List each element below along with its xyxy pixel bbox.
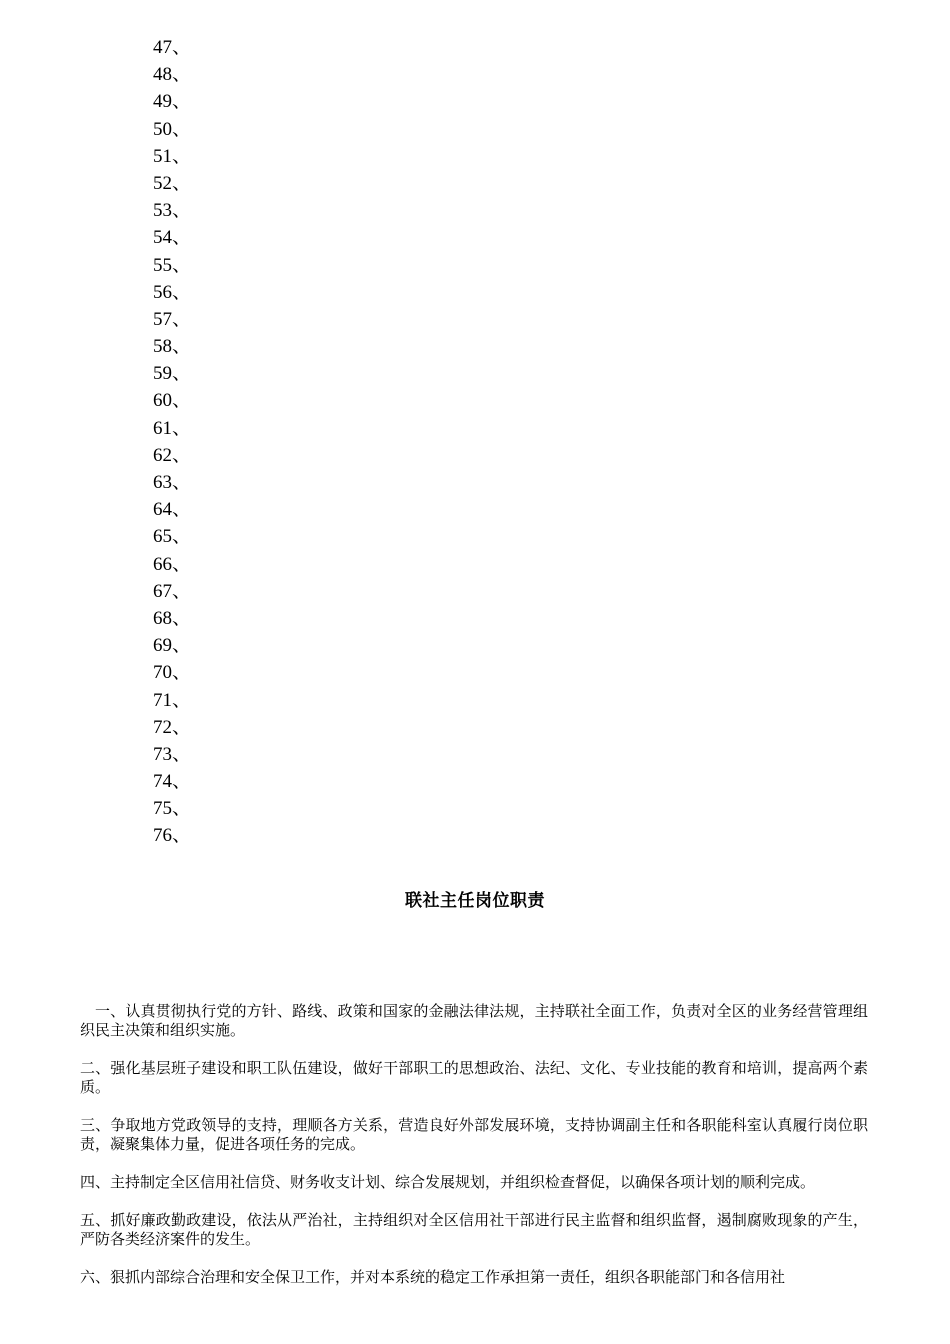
list-number: 47、	[153, 37, 192, 58]
list-number: 57、	[153, 308, 192, 330]
list-number: 54、	[153, 227, 192, 249]
list-number: 66、	[153, 553, 192, 575]
paragraph-3: 三、争取地方党政领导的支持，理顺各方关系，营造良好外部发展环境，支持协调副主任和各职能科室认真履行岗位职责，凝聚集体力量，促进各项任务的完成。	[80, 1118, 868, 1153]
list-number: 70、	[153, 662, 192, 684]
list-number: 52、	[153, 172, 192, 194]
list-number: 61、	[153, 417, 192, 439]
list-number: 64、	[153, 499, 192, 521]
list-number: 51、	[153, 145, 192, 167]
paragraph-5: 五、抓好廉政勤政建设，依法从严治社，主持组织对全区信用社干部进行民主监督和组织监督，遏制腐败现象的产生，严防各类经济案件的发生。	[80, 1213, 868, 1248]
paragraph-4: 四、主持制定全区信用社信贷、财务收支计划、综合发展规划，并组织检查督促，以确保各项计划的顺利完成。	[80, 1175, 816, 1191]
list-number: 60、	[153, 390, 192, 412]
document-body	[80, 1003, 868, 1307]
list-number: 48、	[153, 64, 192, 86]
list-number: 69、	[153, 635, 192, 657]
page-title: 联社主任岗位职责	[405, 891, 545, 910]
list-number: 73、	[153, 743, 192, 765]
list-number: 59、	[153, 363, 192, 385]
list-number: 74、	[153, 771, 192, 793]
list-number: 50、	[153, 118, 192, 140]
list-number: 75、	[153, 798, 192, 820]
paragraph-6: 六、狠抓内部综合治理和安全保卫工作，并对本系统的稳定工作承担第一责任，组织各职能部门和各信用社	[80, 1270, 786, 1286]
list-number: 65、	[153, 526, 192, 548]
list-number: 62、	[153, 444, 192, 466]
list-number: 67、	[153, 580, 192, 602]
list-number: 71、	[153, 689, 192, 711]
number-list	[153, 34, 191, 850]
list-number: 72、	[153, 716, 192, 738]
list-number: 58、	[153, 336, 192, 358]
list-number: 49、	[153, 91, 192, 113]
paragraph-1: 一、认真贯彻执行党的方针、路线、政策和国家的金融法律法规，主持联社全面工作，负责对全区的业务经营管理组织民主决策和组织实施。	[80, 1004, 868, 1039]
list-number: 55、	[153, 254, 192, 276]
paragraph-2: 二、强化基层班子建设和职工队伍建设，做好干部职工的思想政治、法纪、文化、专业技能的教育和培训，提高两个素质。	[80, 1061, 868, 1096]
list-number: 63、	[153, 472, 192, 493]
list-number: 76、	[153, 825, 192, 847]
list-number: 53、	[153, 200, 192, 222]
list-number: 56、	[153, 281, 192, 303]
list-number: 68、	[153, 607, 192, 629]
